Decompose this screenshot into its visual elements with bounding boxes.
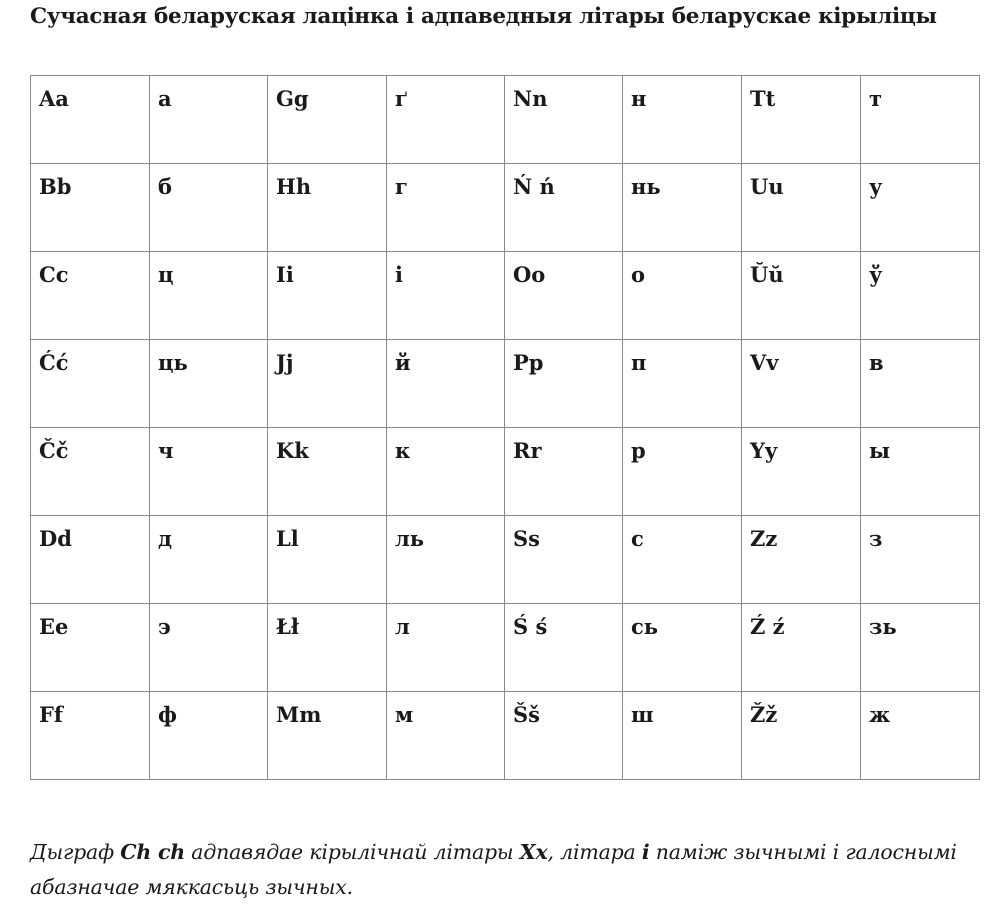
cyrillic-letter-cell: у [861, 164, 980, 252]
cyrillic-letter-cell: сь [623, 604, 742, 692]
cyrillic-letter-cell: зь [861, 604, 980, 692]
cyrillic-letter-cell: ф [150, 692, 268, 780]
note-text: Дыграф [30, 840, 121, 864]
latin-letter-cell: Bb [31, 164, 150, 252]
latin-letter-cell: Šš [505, 692, 623, 780]
cyrillic-letter-cell: ль [387, 516, 505, 604]
cyrillic-letter-cell: б [150, 164, 268, 252]
table-row [31, 252, 980, 340]
latin-letter-cell: Vv [742, 340, 861, 428]
latin-letter-cell: Jj [268, 340, 387, 428]
cyrillic-letter-cell: м [387, 692, 505, 780]
cyrillic-letter-cell: н [623, 76, 742, 164]
latin-letter-cell: Ee [31, 604, 150, 692]
cyrillic-letter-cell: ць [150, 340, 268, 428]
latin-letter-cell: Cc [31, 252, 150, 340]
footnote-paragraph [30, 835, 960, 905]
latin-letter-cell: Aa [31, 76, 150, 164]
cyrillic-letter-cell: к [387, 428, 505, 516]
latin-letter-cell: Čč [31, 428, 150, 516]
latin-letter-cell: Yy [742, 428, 861, 516]
table-row [31, 164, 980, 252]
latin-letter-cell: Ź ź [742, 604, 861, 692]
cyrillic-letter-cell: а [150, 76, 268, 164]
cyrillic-letter-cell: г [387, 164, 505, 252]
cyrillic-letter-cell: л [387, 604, 505, 692]
cyrillic-letter-cell: ґ [387, 76, 505, 164]
note-letter-i: i [641, 840, 650, 864]
table-row [31, 340, 980, 428]
latin-letter-cell: Dd [31, 516, 150, 604]
latin-letter-cell: Rr [505, 428, 623, 516]
note-text: паміж зычнымі і галоснымі абазначае мяккасьць зычных. [30, 840, 957, 899]
latin-letter-cell: Ss [505, 516, 623, 604]
cyrillic-letter-cell: з [861, 516, 980, 604]
table-row [31, 428, 980, 516]
latin-letter-cell: Hh [268, 164, 387, 252]
latin-letter-cell: Ll [268, 516, 387, 604]
note-text: , літара [547, 840, 642, 864]
note-cyrillic-letter: Хх [519, 840, 548, 864]
cyrillic-letter-cell: п [623, 340, 742, 428]
page-title: Сучасная беларуская лацінка і адпаведныя літары беларускае кірыліцы [30, 4, 937, 29]
latin-letter-cell: Zz [742, 516, 861, 604]
note-text: адпавядае кірылічнай літары [184, 840, 520, 864]
table-row [31, 516, 980, 604]
cyrillic-letter-cell: в [861, 340, 980, 428]
cyrillic-letter-cell: і [387, 252, 505, 340]
cyrillic-letter-cell: ц [150, 252, 268, 340]
cyrillic-letter-cell: о [623, 252, 742, 340]
latin-letter-cell: Tt [742, 76, 861, 164]
note-digraph: Ch ch [120, 840, 185, 864]
cyrillic-letter-cell: ў [861, 252, 980, 340]
latin-letter-cell: Ff [31, 692, 150, 780]
latin-letter-cell: Ćć [31, 340, 150, 428]
cyrillic-letter-cell: ж [861, 692, 980, 780]
table-row [31, 76, 980, 164]
latin-letter-cell: Ii [268, 252, 387, 340]
cyrillic-letter-cell: ы [861, 428, 980, 516]
cyrillic-letter-cell: р [623, 428, 742, 516]
latin-letter-cell: Pp [505, 340, 623, 428]
cyrillic-letter-cell: ш [623, 692, 742, 780]
table-row [31, 604, 980, 692]
latin-letter-cell: Ń ń [505, 164, 623, 252]
latin-letter-cell: Ŭŭ [742, 252, 861, 340]
latin-letter-cell: Łł [268, 604, 387, 692]
latin-letter-cell: Gg [268, 76, 387, 164]
cyrillic-letter-cell: й [387, 340, 505, 428]
cyrillic-letter-cell: ч [150, 428, 268, 516]
cyrillic-letter-cell: т [861, 76, 980, 164]
latin-letter-cell: Oo [505, 252, 623, 340]
cyrillic-letter-cell: д [150, 516, 268, 604]
latin-letter-cell: Nn [505, 76, 623, 164]
latin-letter-cell: Uu [742, 164, 861, 252]
latin-letter-cell: Kk [268, 428, 387, 516]
table-row [31, 692, 980, 780]
alphabet-table [30, 75, 980, 780]
cyrillic-letter-cell: с [623, 516, 742, 604]
latin-letter-cell: Žž [742, 692, 861, 780]
cyrillic-letter-cell: э [150, 604, 268, 692]
latin-letter-cell: Ś ś [505, 604, 623, 692]
latin-letter-cell: Mm [268, 692, 387, 780]
cyrillic-letter-cell: нь [623, 164, 742, 252]
